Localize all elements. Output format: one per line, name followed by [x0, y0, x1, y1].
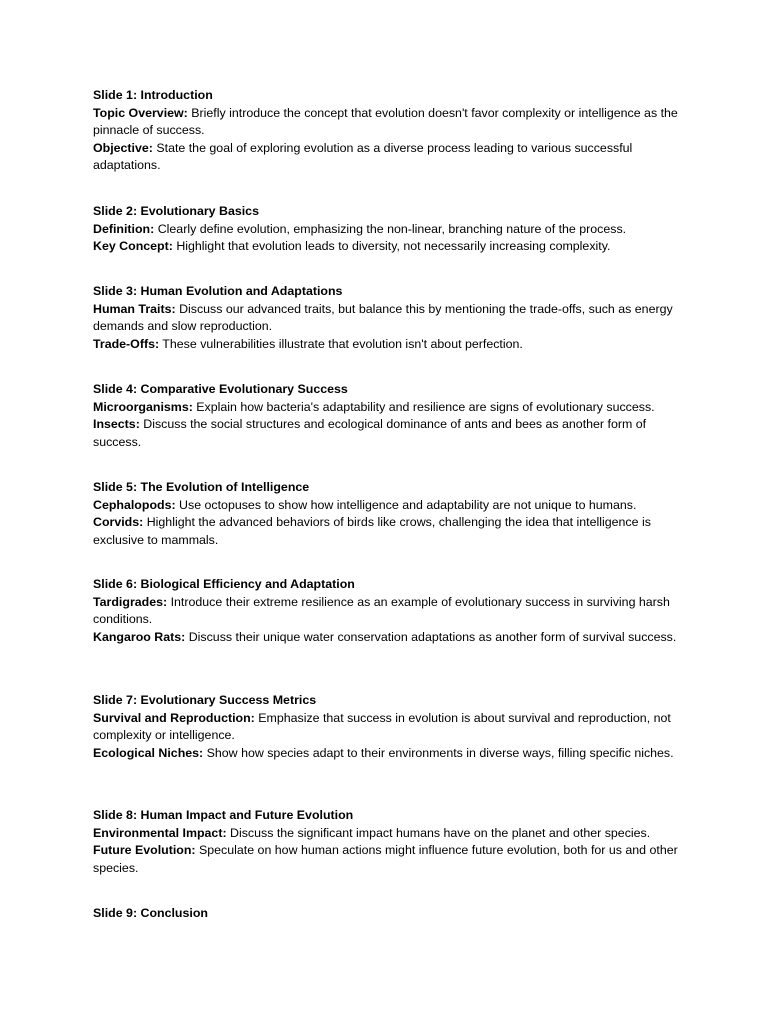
slide-7-title: Slide 7: Evolutionary Success Metrics [93, 693, 317, 707]
slide-3-point-2 [93, 336, 681, 354]
slide-6-point-2 [93, 629, 681, 647]
slide-8-title: Slide 8: Human Impact and Future Evolution [93, 808, 354, 822]
slide-2-title: Slide 2: Evolutionary Basics [93, 204, 259, 218]
slide-6-point-2-term: Kangaroo Rats: [93, 629, 186, 644]
slide-1-title: Slide 1: Introduction [93, 88, 213, 102]
slide-8-point-1 [93, 825, 681, 843]
slide-6-point-1 [93, 594, 681, 629]
slide-7-point-2-text: Show how species adapt to their environments in diverse ways, filling specific niches. [203, 745, 674, 760]
slide-2-point-2 [93, 238, 681, 256]
slide-3-point-2-text: These vulnerabilities illustrate that evolution isn't about perfection. [159, 336, 523, 351]
slide-3-point-1-text: Discuss our advanced traits, but balance this by mentioning the trade-offs, such as energy demands and slow reproduction. [93, 301, 673, 334]
slide-1-point-1 [93, 105, 681, 140]
slide-4-point-2 [93, 416, 681, 451]
slide-3-point-1-term: Human Traits: [93, 301, 176, 316]
slide-6-point-2-text: Discuss their unique water conservation adaptations as another form of survival success. [185, 629, 677, 644]
slide-8-point-2-term: Future Evolution: [93, 843, 196, 858]
slide-7-point-2 [93, 745, 681, 763]
slide-2-point-1-text: Clearly define evolution, emphasizing the non-linear, branching nature of the process. [154, 221, 627, 236]
slide-7-point-2-term: Ecological Niches: [93, 745, 204, 760]
slide-5-section [93, 479, 681, 549]
slide-7-point-1-text: Emphasize that success in evolution is about survival and reproduction, not complexity or intelligence. [93, 710, 671, 743]
slide-2-section [93, 203, 681, 256]
slide-8-point-1-text: Discuss the significant impact humans have on the planet and other species. [226, 825, 651, 840]
slide-3-point-2-term: Trade-Offs: [93, 336, 160, 351]
slide-7-point-1 [93, 710, 681, 745]
slide-2-point-1 [93, 221, 681, 239]
slide-2-point-2-term: Key Concept: [93, 239, 173, 254]
slide-5-point-1-term: Cephalopods: [93, 497, 176, 512]
slide-5-title: Slide 5: The Evolution of Intelligence [93, 480, 310, 494]
slide-1-point-2-text: State the goal of exploring evolution as a diverse process leading to various successful adaptations. [93, 140, 633, 173]
slide-5-point-2 [93, 514, 681, 549]
slide-8-point-2 [93, 842, 681, 877]
slide-4-point-2-term: Insects: [93, 417, 140, 432]
slide-1-point-1-term: Topic Overview: [93, 105, 188, 120]
slide-1-point-2 [93, 140, 681, 175]
slide-5-point-2-text: Highlight the advanced behaviors of birds like crows, challenging the idea that intelligence is exclusive to mammals. [93, 515, 651, 547]
slide-4-point-1 [93, 399, 681, 417]
slide-3-section [93, 283, 681, 353]
slide-2-point-2-text: Highlight that evolution leads to diversity, not necessarily increasing complexity. [172, 239, 611, 254]
slide-4-title: Slide 4: Comparative Evolutionary Success [93, 382, 348, 396]
slide-5-point-1 [93, 497, 681, 515]
slide-1-point-1-text: Briefly introduce the concept that evolution doesn't favor complexity or intelligence as the pinnacle of success. [93, 105, 678, 138]
slide-6-section [93, 576, 681, 646]
slide-9-section [93, 905, 681, 923]
slide-1-section [93, 87, 681, 175]
slide-7-section [93, 692, 681, 762]
slide-5-point-2-term: Corvids: [93, 515, 144, 530]
slide-3-title: Slide 3: Human Evolution and Adaptations [93, 284, 343, 298]
slide-2-point-1-term: Definition: [93, 221, 155, 236]
slide-4-point-2-text: Discuss the social structures and ecological dominance of ants and bees as another form of success. [93, 417, 647, 449]
slide-3-point-1 [93, 301, 681, 336]
slide-4-point-1-term: Microorganisms: [93, 399, 193, 414]
slide-5-point-1-text: Use octopuses to show how intelligence and adaptability are not unique to humans. [175, 497, 637, 512]
slide-6-title: Slide 6: Biological Efficiency and Adaptation [93, 577, 355, 591]
slide-8-section [93, 807, 681, 877]
slide-4-section [93, 381, 681, 451]
slide-8-point-1-term: Environmental Impact: [93, 825, 227, 840]
slide-9-title: Slide 9: Conclusion [93, 906, 208, 920]
slide-7-point-1-term: Survival and Reproduction: [93, 710, 255, 725]
slide-1-point-2-term: Objective: [93, 140, 153, 155]
slide-6-point-1-term: Tardigrades: [93, 594, 168, 609]
slide-4-point-1-text: Explain how bacteria's adaptability and resilience are signs of evolutionary success. [192, 399, 655, 414]
slide-8-point-2-text: Speculate on how human actions might influence future evolution, both for us and other species. [93, 843, 678, 875]
slide-6-point-1-text: Introduce their extreme resilience as an example of evolutionary success in surviving harsh conditions. [93, 594, 670, 627]
